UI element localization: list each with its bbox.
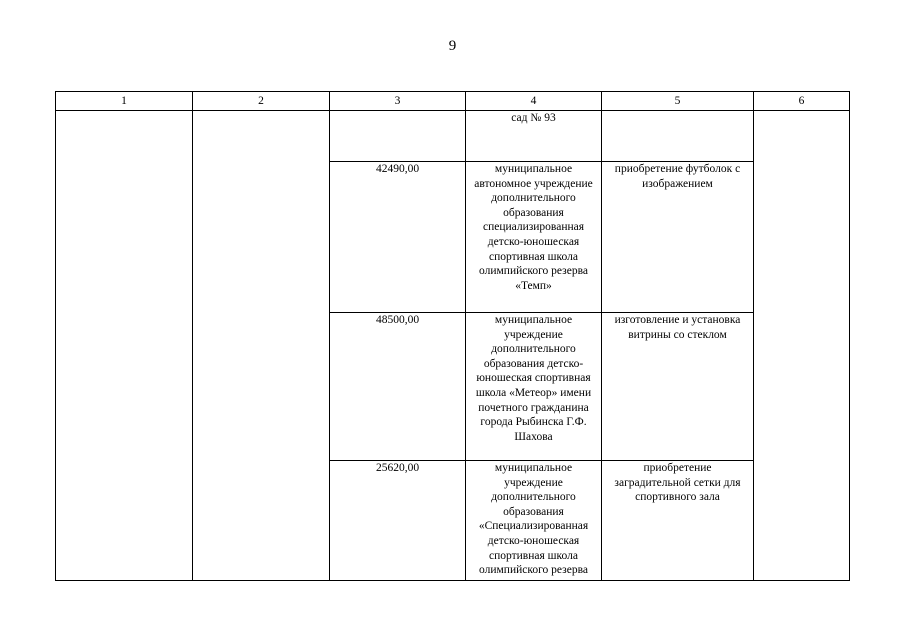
purpose-cell: изготовление и установка витрины со стеклом <box>602 313 754 461</box>
column-header-3: 3 <box>330 92 466 111</box>
document-table <box>55 91 850 581</box>
amount-cell <box>330 111 466 162</box>
organization-cell: муниципальное учреждение дополнительного образования детско-юношеская спортивная школа «Метеор» имени почетного гражданина города Рыбинска Г.Ф. Шахова <box>466 313 602 461</box>
purpose-cell: приобретение заградительной сетки для спортивного зала <box>602 461 754 581</box>
organization-cell: сад № 93 <box>466 111 602 162</box>
table-row <box>56 111 850 162</box>
organization-cell: муниципальное автономное учреждение дополнительного образования специализированная детско-юношеская спортивная школа олимпийского резерва «Темп» <box>466 162 602 313</box>
page-number: 9 <box>448 38 457 54</box>
purpose-cell <box>602 111 754 162</box>
purpose-cell: приобретение футболок с изображением <box>602 162 754 313</box>
table-body <box>56 111 850 581</box>
organization-cell: муниципальное учреждение дополнительного образования «Специализированная детско-юношеская спортивная школа олимпийского резерва <box>466 461 602 581</box>
column-header-4: 4 <box>466 92 602 111</box>
column-header-1: 1 <box>56 92 193 111</box>
column-header-5: 5 <box>602 92 754 111</box>
amount-cell: 42490,00 <box>330 162 466 313</box>
cell-col2-merged <box>193 111 330 581</box>
table-header <box>56 92 850 111</box>
cell-col6-merged <box>754 111 850 581</box>
column-header-6: 6 <box>754 92 850 111</box>
amount-cell: 48500,00 <box>330 313 466 461</box>
amount-cell: 25620,00 <box>330 461 466 581</box>
cell-col1-merged <box>56 111 193 581</box>
header-row <box>56 92 850 111</box>
column-header-2: 2 <box>193 92 330 111</box>
